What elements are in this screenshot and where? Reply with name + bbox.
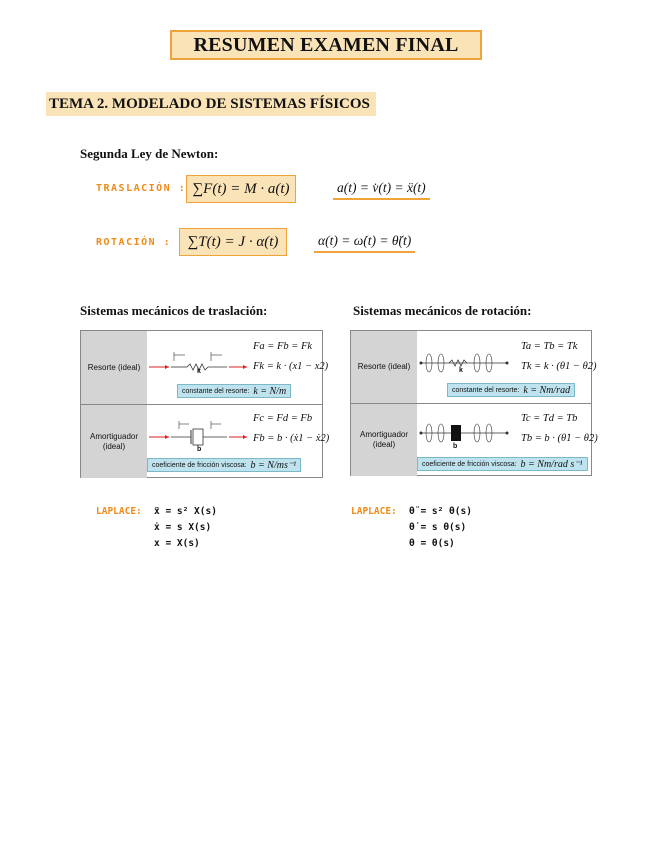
laplace-translation-line3: x = X(s) xyxy=(154,538,200,549)
translation-formula: ∑F(t) = M · a(t) xyxy=(186,175,296,203)
rot-spring-diagram xyxy=(419,341,509,377)
damper-label: Amortiguador (ideal) xyxy=(81,405,147,478)
rot-spring-constant-text: constante del resorte: xyxy=(452,386,520,394)
laplace-rotation-key: LAPLACE: xyxy=(351,506,397,517)
spring-diagram xyxy=(149,347,249,381)
spring-constant xyxy=(177,384,291,398)
laplace-rotation-line1: θ̈ = s² θ(s) xyxy=(409,506,472,517)
damper-constant-text: coeficiente de fricción viscosa: xyxy=(152,461,247,469)
rot-spring-constant xyxy=(447,383,575,397)
page-title: RESUMEN EXAMEN FINAL xyxy=(170,30,482,60)
rotational-heading: Sistemas mecánicos de rotación: xyxy=(353,303,532,318)
rot-spring-k-label: k xyxy=(459,367,463,374)
damper-b-label: b xyxy=(197,446,202,453)
rot-damper-constant xyxy=(417,457,588,471)
rotation-relation: α(t) = ω̇(t) = θ̈(t) xyxy=(314,233,415,253)
rot-damper-diagram xyxy=(419,413,509,449)
spring-eq1: Fa = Fb = Fk xyxy=(253,341,313,352)
newton-heading: Segunda Ley de Newton: xyxy=(80,146,219,161)
translational-heading: Sistemas mecánicos de traslación: xyxy=(80,303,268,318)
damper-eq1: Fc = Fd = Fb xyxy=(253,413,313,424)
damper-constant-value: b = N/ms⁻¹ xyxy=(250,459,297,471)
laplace-rotation-line2: θ̇ = s θ(s) xyxy=(409,522,467,533)
rotational-table xyxy=(350,330,598,476)
laplace-translation-key: LAPLACE: xyxy=(96,506,142,517)
translation-relation: a(t) = v̇(t) = ẍ(t) xyxy=(333,180,430,200)
damper-constant xyxy=(147,458,301,472)
translation-label: TRASLACIÓN : xyxy=(96,183,187,194)
rot-spring-label: Resorte (ideal) xyxy=(351,331,417,403)
rot-spring-eq1: Ta = Tb = Tk xyxy=(521,341,578,352)
spring-label: Resorte (ideal) xyxy=(81,331,147,404)
rot-spring-eq2: Tk = k · (θ1 − θ2) xyxy=(521,361,597,372)
laplace-rotation-line3: θ = θ(s) xyxy=(409,538,455,549)
row-divider xyxy=(351,403,591,404)
row-divider xyxy=(81,404,322,405)
spring-k-label: k xyxy=(197,368,201,375)
spring-constant-text: constante del resorte: xyxy=(182,387,250,395)
rot-damper-label: Amortiguador (ideal) xyxy=(351,404,417,476)
rot-damper-constant-value: b = Nm/rad s⁻¹ xyxy=(520,458,583,470)
laplace-translation-line2: ẋ = s X(s) xyxy=(154,522,212,533)
rotation-label: ROTACIÓN : xyxy=(96,237,172,248)
rot-spring-constant-value: k = Nm/rad xyxy=(523,384,571,396)
rot-damper-constant-text: coeficiente de fricción viscosa: xyxy=(422,460,517,468)
rot-damper-b-label: b xyxy=(453,443,458,450)
section-heading: TEMA 2. MODELADO DE SISTEMAS FÍSICOS xyxy=(46,92,376,116)
rotation-formula: ∑T(t) = J · α(t) xyxy=(179,228,287,256)
spring-constant-value: k = N/m xyxy=(253,385,287,397)
rot-damper-eq2: Tb = b · (θ̇1 − θ̇2) xyxy=(521,433,598,444)
laplace-translation-line1: ẍ = s² X(s) xyxy=(154,506,217,517)
damper-eq2: Fb = b · (ẋ1 − ẋ2) xyxy=(253,433,330,444)
translational-table xyxy=(80,330,330,478)
spring-eq2: Fk = k · (x1 − x2) xyxy=(253,361,329,372)
rot-damper-eq1: Tc = Td = Tb xyxy=(521,413,578,424)
